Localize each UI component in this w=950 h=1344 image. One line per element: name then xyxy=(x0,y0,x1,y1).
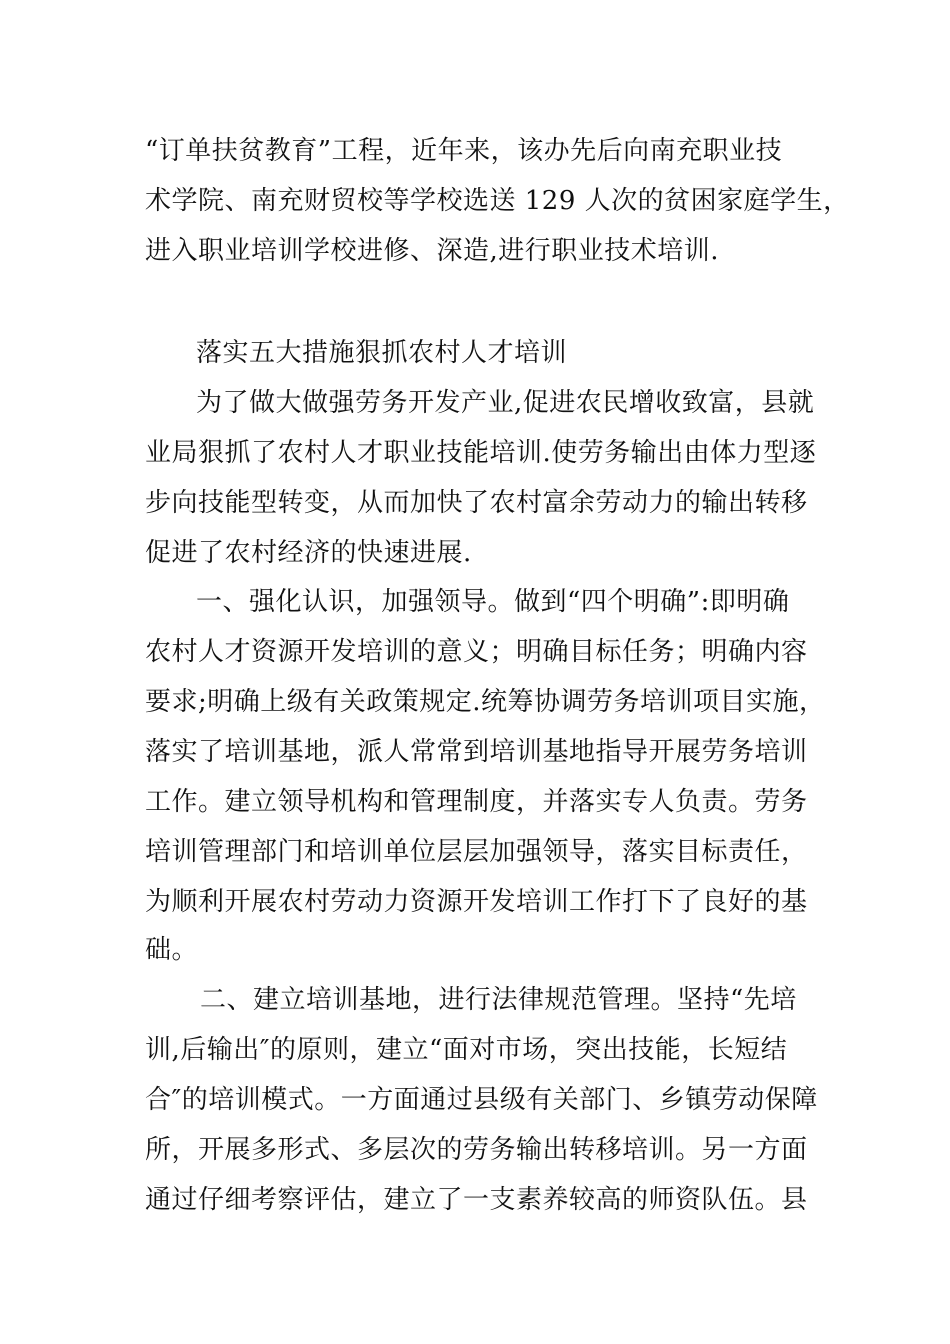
text-line: 工作。建立领导机构和管理制度，并落实专人负责。劳务 xyxy=(145,787,808,817)
text-line: 术学院、南充财贸校等学校选送 129 人次的贫困家庭学生， xyxy=(145,186,850,216)
text-line: 步向技能型转变，从而加快了农村富余劳动力的输出转移 xyxy=(145,488,808,518)
text-line: 培训管理部门和培训单位层层加强领导，落实目标责任， xyxy=(145,837,808,867)
text-line: 合″的培训模式。一方面通过县级有关部门、乡镇劳动保障 xyxy=(145,1085,818,1115)
text-line: 础。 xyxy=(145,935,199,965)
text-line: 为顺利开展农村劳动力资源开发培训工作打下了良好的基 xyxy=(145,887,808,917)
text-line: 业局狠抓了农村人才职业技能培训.使劳务输出由体力型逐 xyxy=(145,438,817,468)
text-line: 训,后输出″的原则，建立“面对市场，突出技能，长短结 xyxy=(145,1035,788,1065)
text-line: 要求;明确上级有关政策规定.统筹协调劳务培训项目实施， xyxy=(145,687,826,717)
text-line: 农村人才资源开发培训的意义；明确目标任务；明确内容 xyxy=(145,637,808,667)
text-line: 落实了培训基地，派人常常到培训基地指导开展劳务培训 xyxy=(145,737,808,767)
text-line: 所，开展多形式、多层次的劳务输出转移培训。另一方面 xyxy=(145,1135,808,1165)
text-line: 通过仔细考察评估，建立了一支素养较高的师资队伍。县 xyxy=(145,1185,808,1215)
text-line: 为了做大做强劳务开发产业,促进农民增收致富，县就 xyxy=(196,388,815,418)
text-line: 二、建立培训基地，进行法律规范管理。坚持“先培 xyxy=(200,985,797,1015)
text-line: “订单扶贫教育”工程，近年来，该办先后向南充职业技 xyxy=(145,136,783,166)
text-line: 促进了农村经济的快速进展. xyxy=(145,538,472,568)
section-heading: 落实五大措施狠抓农村人才培训 xyxy=(196,338,568,368)
text-line: 进入职业培训学校进修、深造,进行职业技术培训. xyxy=(145,236,720,266)
text-line: 一、强化认识，加强领导。做到“四个明确”:即明确 xyxy=(196,587,790,617)
